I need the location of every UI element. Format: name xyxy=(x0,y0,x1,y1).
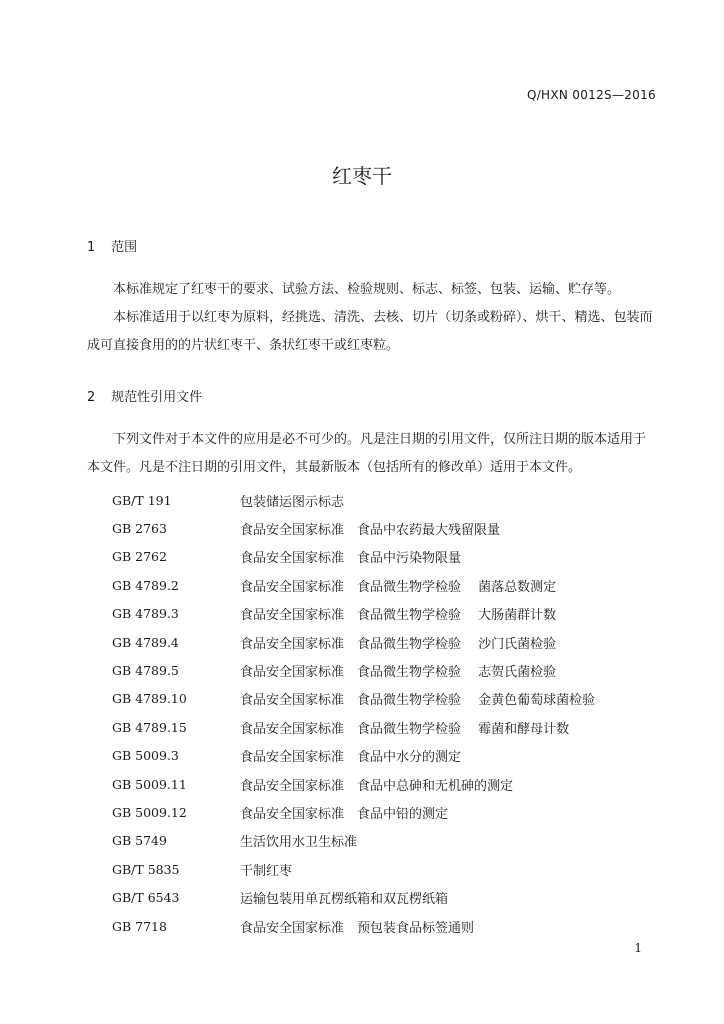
scope-paragraph-2 xyxy=(87,304,657,360)
reference-code: GB 2763 xyxy=(112,521,167,537)
reference-code: GB/T 191 xyxy=(112,492,172,508)
reference-title: 生活饮用水卫生标准 xyxy=(240,835,358,851)
reference-item xyxy=(112,685,595,713)
section-1-heading xyxy=(87,236,137,255)
reference-list xyxy=(112,486,595,940)
reference-title: 运输包装用单瓦楞纸箱和双瓦楞纸箱 xyxy=(240,892,449,908)
scope-text-2: 本标准适用于以红枣为原料，经挑选、清洗、去核、切片（切条或粉碎）、烘干、精选、包装而成可直接食用的的片状红枣干、条状红枣干或红枣粒。 xyxy=(87,310,653,353)
reference-code: GB 4789.15 xyxy=(112,719,187,735)
reference-title: 食品安全国家标准 食品中水分的测定 xyxy=(240,750,462,766)
standard-code: Q/HXN 0012S—2016 xyxy=(526,88,656,102)
section-1-title: 范围 xyxy=(111,240,138,255)
reference-item xyxy=(112,855,595,883)
reference-code: GB 4789.3 xyxy=(112,606,179,622)
scope-text-1: 本标准规定了红枣干的要求、试验方法、检验规则、标志、标签、包装、运输、贮存等。 xyxy=(113,282,621,297)
reference-item xyxy=(112,514,595,542)
scope-paragraph-1 xyxy=(87,276,657,304)
reference-item xyxy=(112,571,595,599)
reference-title: 包装储运图示标志 xyxy=(240,494,345,510)
reference-item xyxy=(112,912,595,940)
section-2-heading xyxy=(87,386,202,405)
reference-title: 食品安全国家标准 食品微生物学检验 霉菌和酵母计数 xyxy=(240,721,570,737)
reference-title: 食品安全国家标准 食品中总砷和无机砷的测定 xyxy=(240,778,514,794)
reference-code: GB 5009.12 xyxy=(112,804,187,820)
reference-code: GB 4789.2 xyxy=(112,577,179,593)
reference-title: 食品安全国家标准 食品微生物学检验 大肠菌群计数 xyxy=(240,608,557,624)
reference-title: 食品安全国家标准 食品中铅的测定 xyxy=(240,806,449,822)
reference-item xyxy=(112,656,595,684)
reference-title: 食品安全国家标准 食品微生物学检验 志贺氏菌检验 xyxy=(240,665,557,681)
reference-item xyxy=(112,770,595,798)
reference-code: GB 7718 xyxy=(112,918,167,934)
reference-item xyxy=(112,600,595,628)
reference-code: GB 5009.11 xyxy=(112,776,187,792)
reference-code: GB/T 5835 xyxy=(112,861,180,877)
reference-item xyxy=(112,713,595,741)
reference-code: GB 4789.4 xyxy=(112,634,179,650)
reference-title: 食品安全国家标准 食品微生物学检验 金黄色葡萄球菌检验 xyxy=(240,693,596,709)
section-2-title: 规范性引用文件 xyxy=(111,390,203,405)
reference-title: 食品安全国家标准 食品微生物学检验 沙门氏菌检验 xyxy=(240,636,557,652)
references-intro-text: 下列文件对于本文件的应用是必不可少的。凡是注日期的引用文件，仅所注日期的版本适用于本文件。凡是不注日期的引用文件，其最新版本（包括所有的修改单）适用于本文件。 xyxy=(87,432,647,475)
reference-code: GB 2762 xyxy=(112,549,167,565)
reference-title: 干制红枣 xyxy=(240,863,293,879)
reference-title: 食品安全国家标准 食品微生物学检验 菌落总数测定 xyxy=(240,579,557,595)
reference-item xyxy=(112,543,595,571)
document-title: 红枣干 xyxy=(332,164,392,188)
reference-title: 食品安全国家标准 预包装食品标签通则 xyxy=(240,920,475,936)
reference-item xyxy=(112,827,595,855)
reference-code: GB 4789.5 xyxy=(112,663,179,679)
reference-title: 食品安全国家标准 食品中污染物限量 xyxy=(240,551,462,567)
section-1-number: 1 xyxy=(87,240,96,255)
reference-code: GB 5749 xyxy=(112,833,167,849)
reference-item xyxy=(112,798,595,826)
reference-code: GB/T 6543 xyxy=(112,890,180,906)
reference-item xyxy=(112,628,595,656)
reference-code: GB 4789.10 xyxy=(112,691,187,707)
reference-item xyxy=(112,486,595,514)
reference-item xyxy=(112,742,595,770)
reference-title: 食品安全国家标准 食品中农药最大残留限量 xyxy=(240,523,501,539)
section-2-number: 2 xyxy=(87,390,96,405)
page-number: 1 xyxy=(634,941,642,955)
reference-code: GB 5009.3 xyxy=(112,748,179,764)
references-intro xyxy=(87,426,657,482)
reference-item xyxy=(112,883,595,911)
